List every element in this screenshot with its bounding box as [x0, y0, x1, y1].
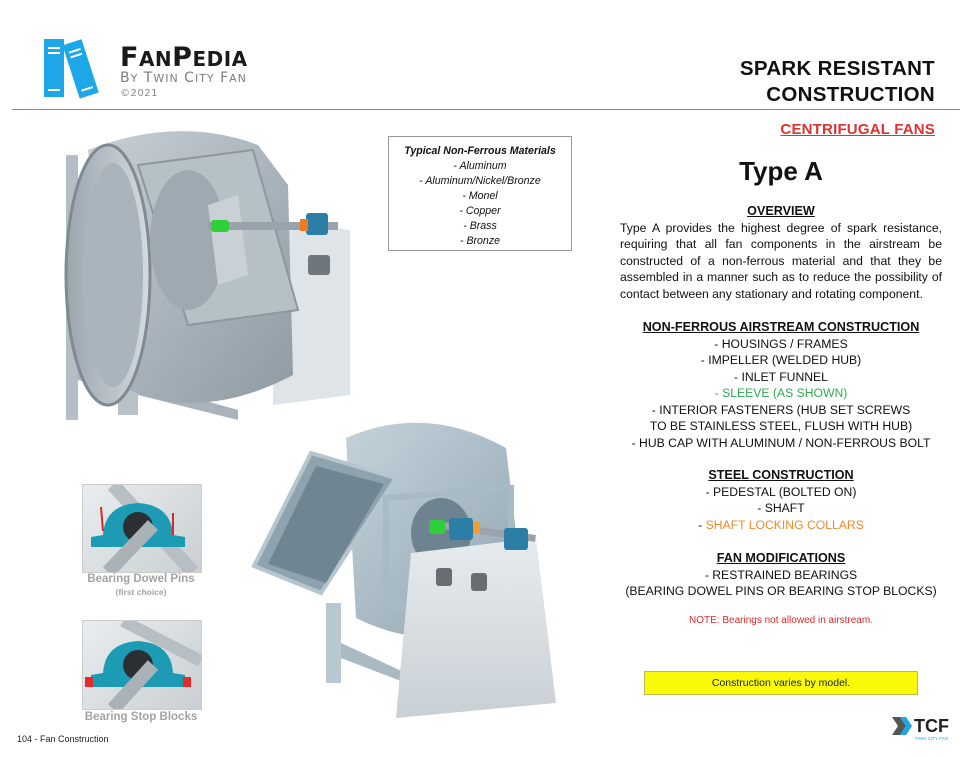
- fanpedia-wordmark: [120, 42, 248, 73]
- list-item: - RESTRAINED BEARINGS: [704, 567, 858, 582]
- list-item: [620, 517, 942, 534]
- title-line: SPARK RESISTANT: [739, 57, 935, 80]
- list-item: - SHAFT: [757, 501, 805, 515]
- brand-letter: F: [120, 42, 139, 73]
- tcf-logo-icon: [890, 713, 960, 743]
- materials-box: [388, 136, 572, 251]
- list-item-highlighted: - SLEEVE (AS SHOWN): [714, 386, 848, 400]
- title-line: CONSTRUCTION: [766, 83, 935, 106]
- modifications-heading: FAN MODIFICATIONS: [716, 551, 846, 565]
- pillow-block-bearing-icon: [83, 485, 201, 572]
- byline-part: AN: [229, 72, 247, 85]
- pillow-block-bearing-icon: [83, 621, 201, 709]
- material-item: - Monel: [462, 190, 498, 202]
- thumbnail-caption: Bearing Dowel Pins: [87, 573, 195, 585]
- overview-text: Type A provides the highest degree of spark resistance, requiring that all fan components in the airstream be constructed of a non-ferrous material and that they be assembled in a manner such as to reduce the possibility of contact between any stationary and rotating component.: [620, 220, 942, 301]
- thumbnail-caption: Bearing Stop Blocks: [84, 711, 198, 723]
- list-item: - HOUSINGS / FRAMES: [714, 336, 848, 351]
- material-item: - Copper: [459, 205, 501, 217]
- byline-part: B: [120, 70, 131, 86]
- list-item: - PEDESTAL (BOLTED ON): [705, 484, 857, 499]
- byline-part: ITY: [194, 72, 215, 85]
- materials-heading: Typical Non-Ferrous Materials: [404, 145, 556, 157]
- page-title: [740, 56, 935, 108]
- non-ferrous-section: [620, 319, 942, 451]
- steel-heading: STEEL CONSTRUCTION: [708, 468, 854, 482]
- non-ferrous-heading: NON-FERROUS AIRSTREAM CONSTRUCTION: [642, 320, 920, 334]
- brand-letter: P: [172, 42, 193, 73]
- byline: [120, 70, 247, 86]
- page-footer: 104 - Fan Construction: [17, 734, 109, 744]
- list-item: - INLET FUNNEL: [734, 369, 828, 384]
- steel-section: [620, 467, 942, 533]
- material-item: - Aluminum: [453, 160, 507, 172]
- list-item: TO BE STAINLESS STEEL, FLUSH WITH HUB): [649, 419, 913, 433]
- header-divider: [12, 109, 960, 110]
- svg-text:TWIN CITY FAN: TWIN CITY FAN: [915, 736, 948, 741]
- list-item: (BEARING DOWEL PINS OR BEARING STOP BLOCKS): [625, 584, 937, 598]
- material-item: - Bronze: [459, 235, 501, 247]
- thumbnail-subcaption: (first choice): [115, 587, 167, 597]
- byline-part: T: [143, 70, 154, 86]
- svg-text:TCF: TCF: [914, 716, 949, 736]
- centrifugal-fan-illustration-rear: [246, 418, 556, 720]
- copyright: ©2021: [120, 88, 158, 99]
- list-dash: -: [698, 517, 706, 532]
- list-item: - INTERIOR FASTENERS (HUB SET SCREWS: [651, 402, 911, 417]
- bearing-stop-blocks-image: [82, 620, 202, 710]
- overview-section: [620, 203, 942, 302]
- list-item: - HUB CAP WITH ALUMINUM / NON-FERROUS BOLT: [631, 435, 931, 450]
- brand-letters: EDIA: [192, 47, 248, 71]
- centrifugal-fan-illustration-front: [58, 125, 350, 423]
- book-logo-icon: [42, 37, 108, 99]
- bearing-dowel-pins-image: [82, 484, 202, 573]
- bearing-note: NOTE: Bearings not allowed in airstream.: [689, 615, 873, 626]
- material-item: - Brass: [463, 220, 497, 232]
- byline-part: C: [184, 70, 195, 86]
- list-item-highlighted: SHAFT LOCKING COLLARS: [705, 517, 864, 532]
- section-subtitle: CENTRIFUGAL FANS: [780, 121, 935, 138]
- material-item: - Aluminum/Nickel/Bronze: [419, 175, 541, 187]
- byline-part: F: [220, 70, 230, 86]
- modifications-section: [620, 550, 942, 600]
- byline-part: Y: [130, 72, 139, 85]
- byline-part: WIN: [153, 72, 179, 85]
- overview-heading: OVERVIEW: [747, 204, 815, 218]
- brand-letters: AN: [138, 47, 173, 71]
- list-item: - IMPELLER (WELDED HUB): [700, 353, 862, 367]
- type-heading: Type A: [739, 156, 823, 186]
- construction-callout: Construction varies by model.: [644, 671, 918, 695]
